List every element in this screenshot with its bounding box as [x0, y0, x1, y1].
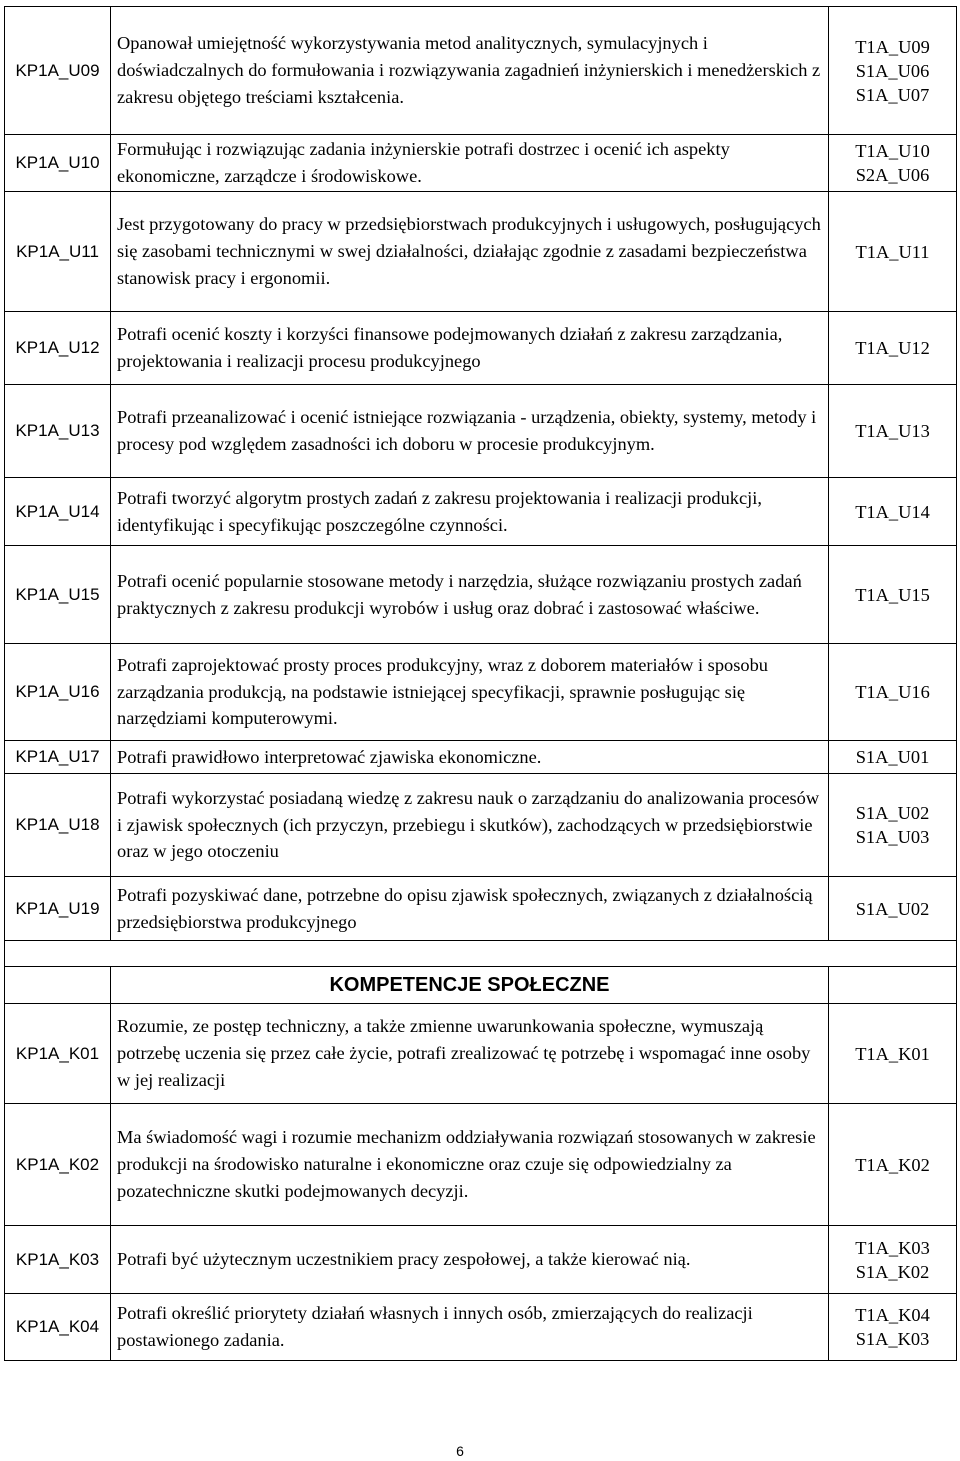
outcome-code: KP1A_U15: [5, 546, 111, 644]
reference-code: T1A_K01: [855, 1043, 930, 1064]
table-row: [5, 1294, 957, 1361]
reference-code: S1A_U01: [855, 747, 930, 767]
reference-code: T1A_U15: [855, 584, 930, 605]
reference-code: T1A_U12: [855, 338, 930, 358]
outcome-description: Potrafi zaprojektować prosty proces produkcyjny, wraz z doborem materiałów i sposobu zarządzania produkcją, na podstawie istniejącej specyfikacji, sprawnie posługując się narzędziami komputerowymi.: [111, 644, 829, 741]
outcome-references: [829, 774, 957, 877]
outcome-description: Jest przygotowany do pracy w przedsiębiorstwach produkcyjnych i usługowych, posługujących się zasobami technicznymi w swej działalności, działając zgodnie z zasadami bezpieczeństwa stanowisk pracy i ergonomii.: [111, 192, 829, 312]
outcome-description: Formułując i rozwiązując zadania inżynierskie potrafi dostrzec i ocenić ich aspekty ekonomiczne, zarządcze i środowiskowe.: [111, 135, 829, 192]
reference-code: T1A_K03: [855, 1237, 930, 1258]
outcome-references: [829, 1226, 957, 1294]
section-header-row: [5, 967, 957, 1004]
outcome-code: KP1A_U14: [5, 478, 111, 546]
reference-code: S1A_U07: [855, 84, 930, 105]
outcome-references: [829, 192, 957, 312]
reference-code: T1A_U16: [855, 682, 930, 702]
reference-code: T1A_U14: [855, 501, 930, 522]
table-row: [5, 644, 957, 741]
outcome-description: Potrafi ocenić popularnie stosowane metody i narzędzia, służące rozwiązaniu prostych zadań praktycznych z zakresu produkcji wyrobów i usług oraz dobrać i zastosować właściwe.: [111, 546, 829, 644]
outcome-code: KP1A_K03: [5, 1226, 111, 1294]
outcome-description: Potrafi pozyskiwać dane, potrzebne do opisu zjawisk społecznych, związanych z działalnością przedsiębiorstwa produkcyjnego: [111, 877, 829, 941]
outcome-description: Potrafi przeanalizować i ocenić istniejące rozwiązania - urządzenia, obiekty, systemy, metody i procesy pod względem zasadności ich doboru w procesie produkcyjnym.: [111, 385, 829, 478]
table-row: [5, 877, 957, 941]
outcome-references: [829, 1104, 957, 1226]
reference-code: S1A_K03: [855, 1329, 930, 1349]
outcome-references: [829, 312, 957, 385]
reference-code: T1A_U10: [855, 141, 930, 161]
reference-code: S1A_U03: [855, 827, 930, 847]
outcome-description: Rozumie, ze postęp techniczny, a także zmienne uwarunkowania społeczne, wymuszają potrzebę uczenia się przez całe życie, potrafi zrealizować tę potrzebę i wspomagać inne osoby w jej realizacji: [111, 1004, 829, 1104]
table-row: [5, 192, 957, 312]
outcome-references: [829, 135, 957, 192]
reference-code: T1A_U13: [855, 421, 930, 441]
outcome-code: KP1A_U13: [5, 385, 111, 478]
reference-code: T1A_K04: [855, 1305, 930, 1325]
outcome-references: [829, 478, 957, 546]
table-row: [5, 774, 957, 877]
table-row: [5, 7, 957, 135]
outcome-references: [829, 1294, 957, 1361]
outcome-references: [829, 7, 957, 135]
outcome-code: KP1A_K02: [5, 1104, 111, 1226]
outcome-references: [829, 877, 957, 941]
empty-cell: [829, 967, 957, 1004]
table-row: [5, 546, 957, 644]
table-row: [5, 385, 957, 478]
outcome-description: Potrafi wykorzystać posiadaną wiedzę z zakresu nauk o zarządzaniu do analizowania procesów i zjawisk społecznych (ich przyczyn, przebiegu i skutków), zachodzących w przedsiębiorstwie oraz w jego otoczeniu: [111, 774, 829, 877]
table-row: [5, 1226, 957, 1294]
outcome-code: KP1A_U16: [5, 644, 111, 741]
outcome-references: [829, 644, 957, 741]
section-title: KOMPETENCJE SPOŁECZNE: [111, 967, 829, 1004]
reference-code: S2A_U06: [855, 165, 930, 185]
outcome-references: [829, 1004, 957, 1104]
table-row: [5, 1004, 957, 1104]
outcome-code: KP1A_U10: [5, 135, 111, 192]
reference-code: S1A_U02: [855, 803, 930, 823]
spacer-row: [5, 941, 957, 967]
table-row: [5, 1104, 957, 1226]
outcome-references: [829, 385, 957, 478]
page-number: 6: [456, 1443, 464, 1459]
outcome-code: KP1A_K01: [5, 1004, 111, 1104]
outcome-description: Potrafi określić priorytety działań własnych i innych osób, zmierzających do realizacji postawionego zadania.: [111, 1294, 829, 1361]
reference-code: S1A_K02: [855, 1261, 930, 1282]
outcome-references: [829, 546, 957, 644]
table-row: [5, 478, 957, 546]
outcome-code: KP1A_U11: [5, 192, 111, 312]
reference-code: S1A_U02: [855, 898, 930, 919]
outcome-code: KP1A_U18: [5, 774, 111, 877]
reference-code: T1A_U09: [855, 36, 930, 57]
table-row: [5, 312, 957, 385]
learning-outcomes-table: [4, 6, 957, 1361]
outcome-description: Potrafi być użytecznym uczestnikiem pracy zespołowej, a także kierować nią.: [111, 1226, 829, 1294]
reference-code: T1A_K02: [855, 1154, 930, 1175]
reference-code: T1A_U11: [855, 241, 930, 262]
outcome-code: KP1A_K04: [5, 1294, 111, 1361]
outcome-code: KP1A_U19: [5, 877, 111, 941]
outcome-code: KP1A_U12: [5, 312, 111, 385]
empty-cell: [5, 967, 111, 1004]
table-row: [5, 135, 957, 192]
outcome-code: KP1A_U17: [5, 741, 111, 774]
reference-code: S1A_U06: [855, 60, 930, 81]
outcome-references: [829, 741, 957, 774]
outcome-description: Ma świadomość wagi i rozumie mechanizm oddziaływania rozwiązań stosowanych w zakresie produkcji na środowisko naturalne i ekonomiczne oraz czuje się odpowiedzialny za pozatechniczne skutki podejmowanych decyzji.: [111, 1104, 829, 1226]
outcome-description: Potrafi ocenić koszty i korzyści finansowe podejmowanych działań z zakresu zarządzania, projektowania i realizacji procesu produkcyjnego: [111, 312, 829, 385]
table-row: [5, 741, 957, 774]
outcome-description: Potrafi tworzyć algorytm prostych zadań z zakresu projektowania i realizacji produkcji, identyfikując i specyfikując poszczególne czynności.: [111, 478, 829, 546]
outcome-code: KP1A_U09: [5, 7, 111, 135]
empty-cell: [5, 941, 957, 967]
outcome-description: Potrafi prawidłowo interpretować zjawiska ekonomiczne.: [111, 741, 829, 774]
outcome-description: Opanował umiejętność wykorzystywania metod analitycznych, symulacyjnych i doświadczalnych do formułowania i rozwiązywania zagadnień inżynierskich i menedżerskich z zakresu objętego treściami kształcenia.: [111, 7, 829, 135]
